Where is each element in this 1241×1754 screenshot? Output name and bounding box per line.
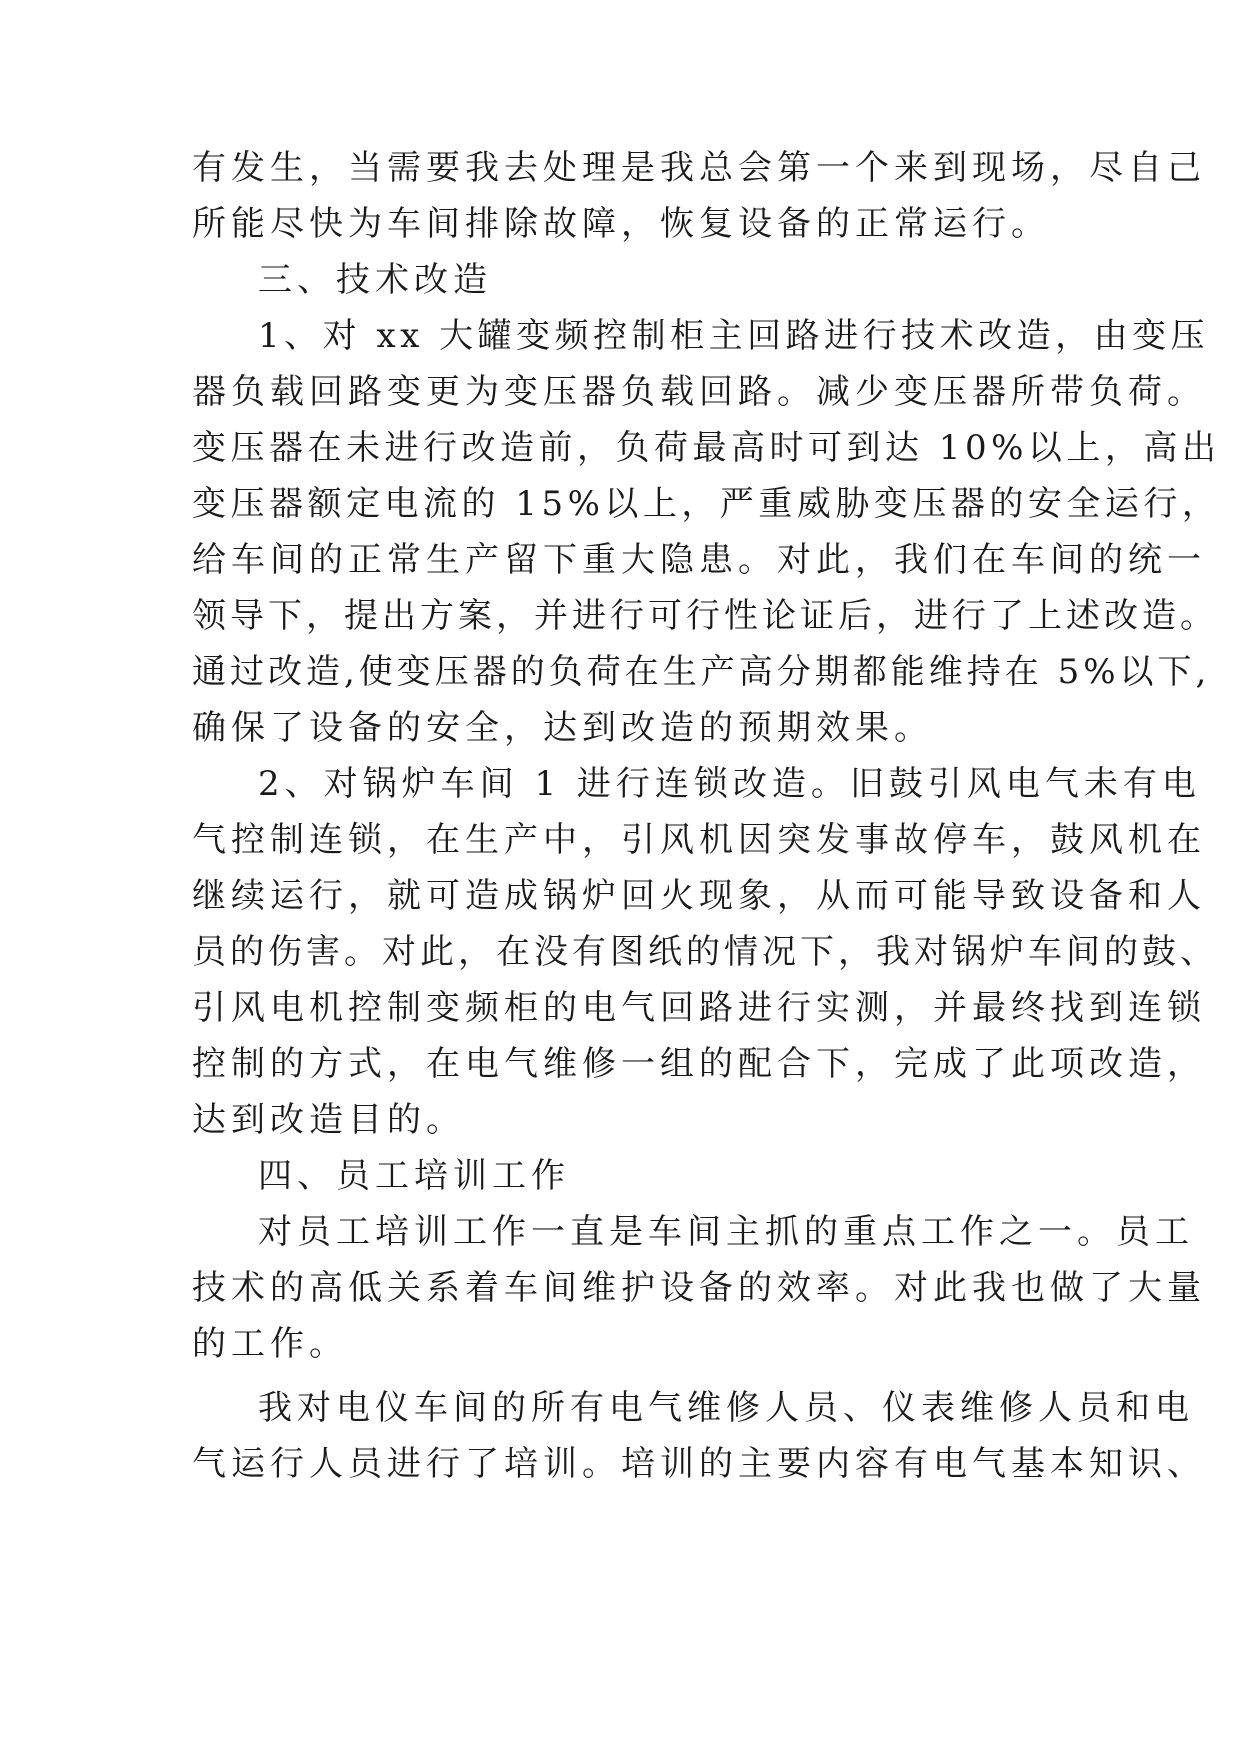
text-line: 确保了设备的安全，达到改造的预期效果。 (192, 708, 933, 748)
text-line: 达到改造目的。 (192, 1100, 465, 1140)
section-heading-3: 三、技术改造 (258, 260, 492, 300)
text-line: 器负载回路变更为变压器负载回路。减少变压器所带负荷。 (192, 372, 1206, 412)
text-line: 技术的高低关系着车间维护设备的效率。对此我也做了大量 (192, 1268, 1206, 1308)
text-line: 2、对锅炉车间 1 进行连锁改造。旧鼓引风电气未有电 (258, 764, 1201, 804)
text-line: 领导下，提出方案，并进行可行性论证后，进行了上述改造。 (192, 596, 1218, 636)
section-heading-4: 四、员工培训工作 (258, 1156, 570, 1196)
text-line: 员的伤害。对此，在没有图纸的情况下，我对锅炉车间的鼓、 (192, 932, 1218, 972)
text-line: 变压器在未进行改造前，负荷最高时可到达 10%以上，高出 (192, 428, 1221, 468)
text-line: 有发生，当需要我去处理是我总会第一个来到现场，尽自己 (192, 148, 1206, 188)
text-line: 气运行人员进行了培训。培训的主要内容有电气基本知识、 (192, 1444, 1206, 1484)
text-line: 给车间的正常生产留下重大隐患。对此，我们在车间的统一 (192, 540, 1206, 580)
text-line: 我对电仪车间的所有电气维修人员、仪表维修人员和电 (258, 1388, 1194, 1428)
text-line: 气控制连锁，在生产中，引风机因突发事故停车，鼓风机在 (192, 820, 1206, 860)
text-line: 所能尽快为车间排除故障，恢复设备的正常运行。 (192, 204, 1050, 244)
text-line: 1、对 xx 大罐变频控制柜主回路进行技术改造，由变压 (258, 316, 1210, 356)
text-line: 通过改造,使变压器的负荷在生产高分期都能维持在 5%以下, (192, 652, 1211, 692)
text-line: 引风电机控制变频柜的电气回路进行实测，并最终找到连锁 (192, 988, 1206, 1028)
text-line: 继续运行，就可造成锅炉回火现象，从而可能导致设备和人 (192, 876, 1206, 916)
text-line: 的工作。 (192, 1324, 348, 1364)
text-line: 对员工培训工作一直是车间主抓的重点工作之一。员工 (258, 1212, 1194, 1252)
text-line: 控制的方式，在电气维修一组的配合下，完成了此项改造， (192, 1044, 1206, 1084)
text-line: 变压器额定电流的 15%以上，严重威胁变压器的安全运行， (192, 484, 1221, 524)
